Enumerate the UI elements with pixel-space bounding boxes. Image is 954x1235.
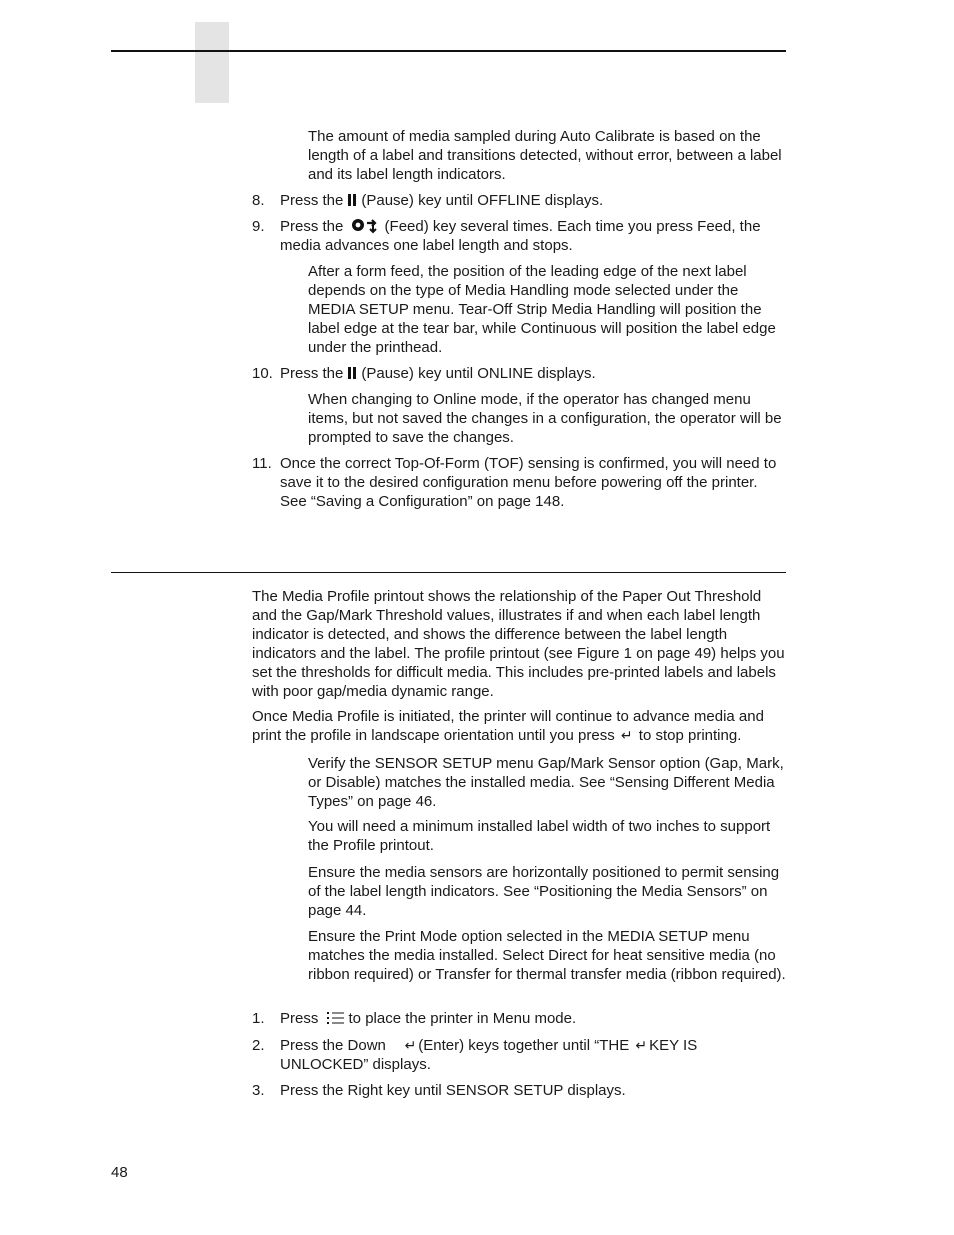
online-note: When changing to Online mode, if the operator has changed menu items, but not saved the changes in a configuration, the operator will be prompted to save the changes. xyxy=(308,391,782,446)
step-number: 11. xyxy=(252,455,272,472)
enter-icon: ↵ xyxy=(635,1037,648,1053)
feed-note: After a form feed, the position of the leading edge of the next label depends on the type of Media Handling mode selected under the MEDIA SETUP menu. Tear-Off Strip Media Handling will position the label edge at the tear bar, while Continuous will position the label edge under the printhead. xyxy=(308,263,776,356)
intro-note: The amount of media sampled during Auto Calibrate is based on the length of a label and transitions detected, without error, between a label and its label length indicators. xyxy=(308,128,782,183)
pause-icon xyxy=(347,194,357,206)
step-text: Once the correct Top-Of-Form (TOF) sensing is confirmed, you will need to save it to the desired configuration menu before powering off the printer. See “Saving a Configuration” on page 148. xyxy=(280,455,777,510)
step-text: Press to place the printer in Menu mode. xyxy=(280,1010,577,1027)
step-text: Press the (Feed) key several times. Each time you press Feed, the media advances one label length and stops. xyxy=(280,218,761,254)
profile-paragraph-2: Once Media Profile is initiated, the printer will continue to advance media and print the profile in landscape orientation until you press ↵ to stop printing. xyxy=(252,708,764,744)
profile-paragraph: The Media Profile printout shows the relationship of the Paper Out Threshold and the Gap/Mark Threshold values, illustrates if and when each label length indicator is detected, and shows the difference between the label length indicators and the label. The profile printout (see Figure 1 on page 49) helps you set the thresholds for difficult media. This includes pre-printed labels and labels with poor gap/media dynamic range. xyxy=(252,588,785,700)
bullet-note: Ensure the Print Mode option selected in the MEDIA SETUP menu matches the media installed. Select Direct for heat sensitive media (no ribbon required) or Transfer for thermal transfer media (ribbon required). xyxy=(308,928,786,983)
step-text: Press the Right key until SENSOR SETUP displays. xyxy=(280,1082,626,1099)
bullet-note: Verify the SENSOR SETUP menu Gap/Mark Sensor option (Gap, Mark, or Disable) matches the installed media. See “Sensing Different Media Types” on page 46. xyxy=(308,755,784,810)
feed-icon xyxy=(351,218,383,234)
bullet-note: You will need a minimum installed label width of two inches to support the Profile printout. xyxy=(308,818,771,854)
section-rule xyxy=(111,572,786,573)
header-rule xyxy=(111,50,786,52)
menu-icon xyxy=(327,1011,345,1025)
step-number: 3. xyxy=(252,1082,265,1099)
step-text: Press the (Pause) key until OFFLINE displays. xyxy=(280,192,604,209)
step-text: Press the Down ↵ (Enter) keys together until “THE ↵ KEY IS UNLOCKED” displays. xyxy=(280,1037,698,1073)
step-text: Press the (Pause) key until ONLINE displays. xyxy=(280,365,596,382)
step-number: 1. xyxy=(252,1010,265,1027)
bullet-note: Ensure the media sensors are horizontally positioned to permit sensing of the label length indicators. See “Positioning the Media Sensors” on page 44. xyxy=(308,864,780,919)
enter-icon: ↵ xyxy=(404,1037,417,1053)
step-number: 10. xyxy=(252,365,273,382)
page-number: 48 xyxy=(111,1164,128,1181)
chapter-tab-block xyxy=(195,22,229,103)
pause-icon xyxy=(347,367,357,379)
step-number: 8. xyxy=(252,192,265,209)
step-number: 2. xyxy=(252,1037,265,1054)
enter-icon: ↵ xyxy=(620,727,633,743)
step-number: 9. xyxy=(252,218,265,235)
